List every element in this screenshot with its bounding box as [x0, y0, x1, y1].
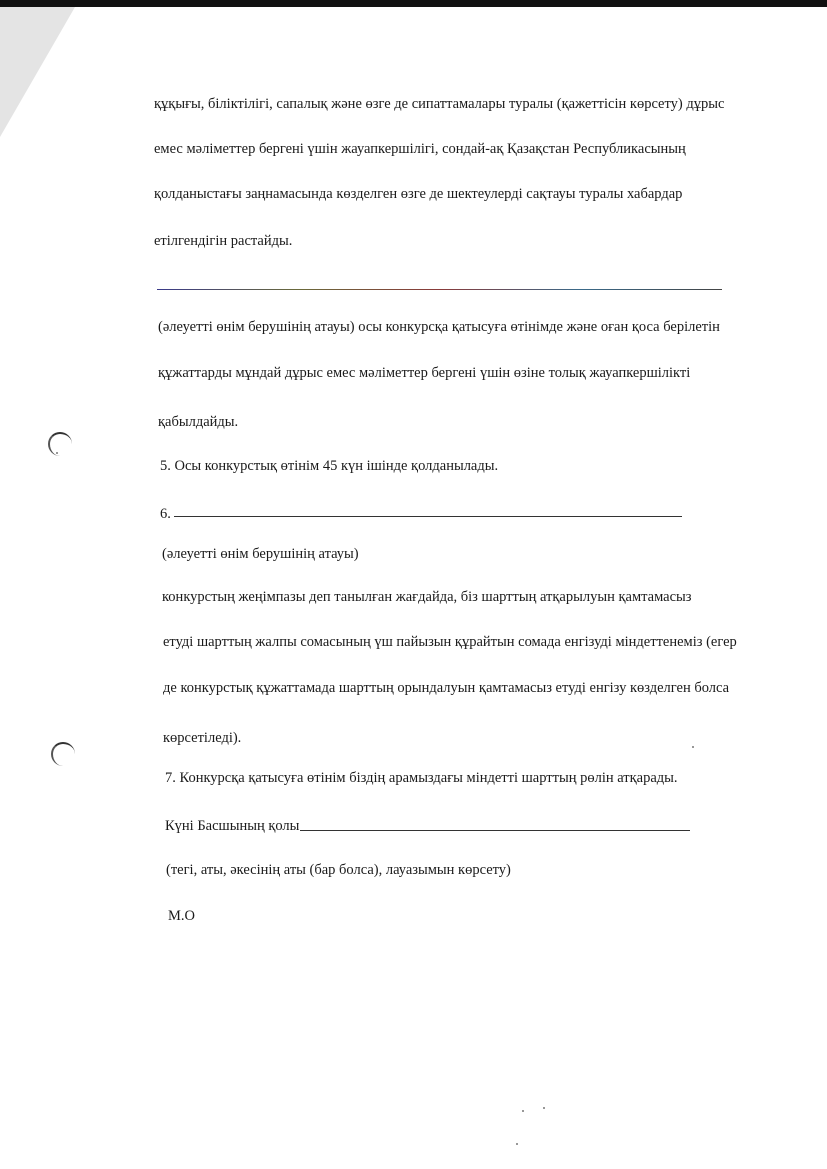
item-7-text: 7. Конкурсқа қатысуға өтінім біздің арамыздағы міндетті шарттың рөлін атқарады. [165, 770, 678, 786]
scan-speck [522, 1110, 524, 1112]
scan-speck [516, 1143, 518, 1145]
item-6-fill-line [174, 516, 682, 517]
item-6-line-2: етуді шарттың жалпы сомасының үш пайызын құрайтын сомада енгізуді міндеттенеміз (егер [163, 634, 737, 650]
item-6-caption: (әлеуетті өнім берушінің атауы) [162, 546, 359, 562]
paragraph-1-line-4: етілгендігін растайды. [154, 233, 293, 249]
stamp-place-label: М.О [168, 908, 195, 924]
item-6-number: 6. [160, 506, 171, 522]
supplier-name-fill-line [157, 289, 722, 290]
signature-label: Күні Басшының қолы [165, 818, 300, 834]
paragraph-1-line-3: қолданыстағы заңнамасында көзделген өзге де шектеулерді сақтауы туралы хабардар [154, 186, 683, 202]
signature-fill-line [300, 830, 690, 831]
scan-folded-corner [0, 7, 75, 137]
item-6-line-3: де конкурстық құжаттамада шарттың орындалуын қамтамасыз етуді енгізу көзделген болса [163, 680, 730, 696]
scan-top-edge [0, 0, 827, 7]
scan-speck [56, 452, 58, 454]
paragraph-1-line-2: емес мәліметтер бергені үшін жауапкершілігі, сондай-ақ Қазақстан Республикасының [154, 141, 686, 157]
punch-hole-mark [48, 432, 72, 456]
punch-hole-mark [51, 742, 75, 766]
scan-speck [692, 746, 694, 748]
paragraph-2-line-2: құжаттарды мұндай дұрыс емес мәліметтер бергені үшін өзіне толық жауапкершілікті [158, 365, 691, 381]
item-6-line-4: көрсетіледі). [163, 730, 242, 746]
paragraph-2-line-3: қабылдайды. [158, 414, 239, 430]
item-6-line-1: конкурстың жеңімпазы деп танылған жағдайда, біз шарттың атқарылуын қамтамасыз [162, 589, 692, 605]
item-5-text: 5. Осы конкурстық өтінім 45 күн ішінде қолданылады. [160, 458, 499, 474]
paragraph-2-line-1: (әлеуетті өнім берушінің атауы) осы конкурсқа қатысуға өтінімде және оған қоса берілетін [158, 319, 720, 335]
paragraph-1-line-1: құқығы, біліктілігі, сапалық және өзге де сипаттамалары туралы (қажеттісін көрсету) дұрыс [154, 96, 725, 112]
scan-speck [543, 1107, 545, 1109]
signature-caption: (тегі, аты, әкесінің аты (бар болса), лауазымын көрсету) [166, 862, 511, 878]
